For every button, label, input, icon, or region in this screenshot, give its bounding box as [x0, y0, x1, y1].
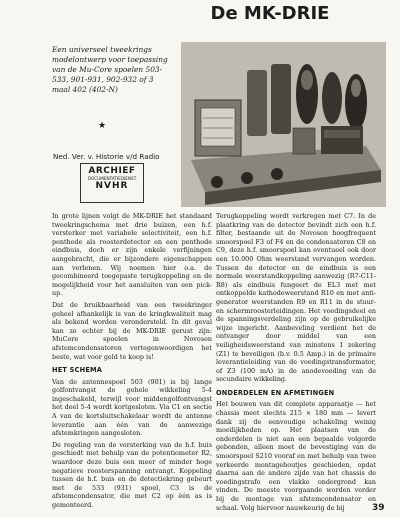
left-paragraph-1: In grote lijnen volgt de MK-DRIE het standaard tweekringschema met drie buizen, een h.f. versterker met variabele selectiviteit, een h.f. penthode als roosterdetector en een penthode eindbuis, doch er zijn enkele verfijningen aangebracht, die er bijzondere eigenschappen aan verlenen. Wij noemen hier o.a. de gecombineerd toegepaste terugkoppeling en de mogelijkheid voor het aansluiten van een pick-up.: [52, 212, 212, 298]
left-paragraph-2: Dat de bruikbaarheid van een tweekringer geheel afhankelijk is van de kringkwaliteit mag als bekend worden verondersteld. In dit geval kan ze echter bij de MK-DRIE gerust zijn: MuCore spoelen in Novoson afstemcondensatoren vertegenwoordigen het beste, wat voor geld te koop is!: [52, 300, 212, 361]
right-column: [216, 212, 376, 515]
star-ornament: ★: [98, 121, 107, 131]
page-number: 39: [372, 503, 385, 513]
left-column: [52, 212, 212, 513]
archive-stamp: [80, 163, 144, 203]
right-paragraph-2: Het bouwen van dit complete apparaatje — het chassis meet slechts 215 × 180 mm — levert dank zij de eenvoudige schakeling weinig moeilijkheden op. Het plaatsen van de onderdelen is niet aan een bepaalde volgorde gebonden, alleen moet de bevestiging van de smoorspoel S210 vooraf en met behulp van twee verkeerde montageboutjes geschieden, opdat daarna aan de andere zijde van het chassis de voedingstrafo een vlakke ondergrond kan vinden. De meeste voorgaande worden verder bij de montage van afstemcondensator en schaal. Volg hiervoor nauwkeurig de bij: [216, 400, 376, 512]
heading-het-schema: HET SCHEMA: [52, 366, 103, 375]
left-paragraph-4: De regeling van de versterking van de h.f. buis geschiedt met behulp van de potentiometer R2, waardoor deze buis een meer of minder hoge negatieve roosterspanning ontvangt. Koppeling tussen de h.f. buis en de detectiekring gebeurt met de 533 (931) spoel, C3 is de afstemcondensator, die met C2 op één as is gemonteerd.: [52, 440, 212, 509]
stamp-line-3: NVHR: [95, 181, 129, 191]
left-paragraph-3: Van de antennespoel 503 (901) is bij lange golfontvangst de gehele wikkeling 5-4 ingeschakeld, terwijl voor middengolfontvangst het deel 5-4 wordt kortgesloten. Via C1 en sectie A van de kortsluitschakelaar wordt de antenne leverantie aan één van de aanwezige afstemkringen aangesloten.: [52, 377, 212, 438]
intro-text: Een universeel tweekrings modelontwerp voor toepassing van de Mu-Core spoelen 503-533, 901-931, 902-932 of 3 maal 402 (402-N): [52, 45, 168, 95]
right-paragraph-1: Terugkoppeling wordt verkregen met C7. In de plaatkring van de detector bevindt zich een h.f. filter, bestaande uit de Novoson hoogfrequent smoorspoel F3 of F4 en de condensatoren C8 en C9, deze h.f. smoorspoel kan eventueel ook door een 10.000 Ohm weerstand vervangen worden. Tussen de detector en de eindbuis is een normale weerstandkoppeling aanwezig (R7-C11-R8) als eindbuis fungeert de EL3 met met ontkoppelde kathodeweerstand R10 en met anti-generator weerstanden R9 en R11 in de stuur- en schermroosterleidingen. Het voedingsdeel en de spanningsverdeling zijn op de gebruikelijke wijze ingericht. Aanbeveling verdient het de ontvanger door middel van een veiligheidsweerstand van minstens 1 zekering (Z1) te beveiligen (b.v. 0.5 Amp.) in de primaire leverantieleiding van de voedingstransformator, of Z3 (100 mA) in de anodevoeding van de secundaire wikkeling.: [216, 212, 376, 384]
page-title: De MK-DRIE: [210, 3, 330, 24]
stamp-line-1: ARCHIEF: [88, 166, 136, 176]
stamp-line-2: DOCUMENTATIEDIENST: [87, 176, 137, 181]
receiver-photo: [181, 42, 386, 207]
archive-label: Ned. Ver. v. Historie v/d Radio: [53, 152, 160, 161]
heading-onderdelen: ONDERDELEN EN AFMETINGEN: [216, 388, 335, 397]
